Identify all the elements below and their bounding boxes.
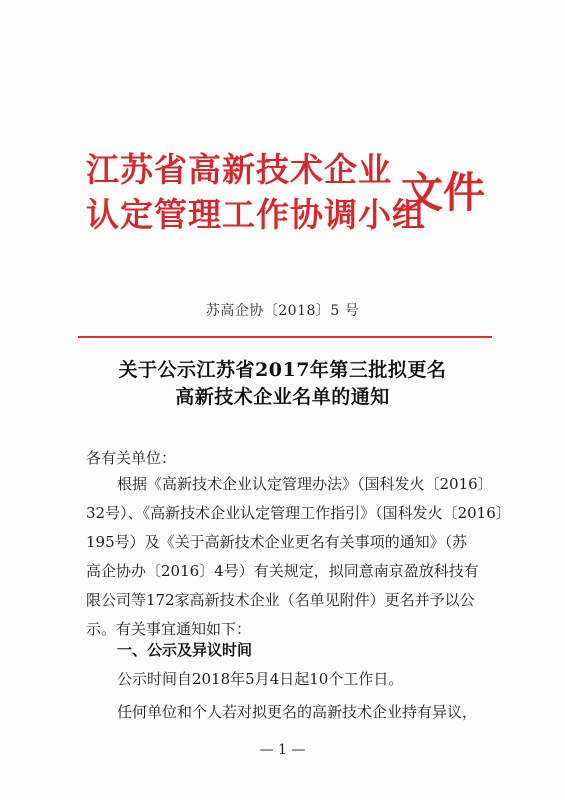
issuer-header	[86, 150, 506, 240]
paragraph-1	[86, 470, 511, 644]
notice-title-line2: 高新技术企业名单的通知	[175, 386, 390, 408]
paragraph-1-line: 32号）、《高新技术企业认定管理工作指引》（国科发火〔2016〕	[86, 504, 511, 522]
document-number: 苏高企协〔2018〕5 号	[205, 303, 360, 319]
issuer-name-line2: 认定管理工作协调小组	[86, 195, 426, 234]
notice-title-line1: 关于公示江苏省2017年第三批拟更名	[118, 359, 447, 381]
paragraph-1-line: 示。有关事宜通知如下：	[86, 620, 252, 638]
red-divider-line	[78, 336, 492, 338]
page-number: — 1 —	[259, 742, 306, 758]
paragraph-1-line: 高企协办〔2016〕4号）有关规定，拟同意南京盈放科技有	[86, 562, 479, 580]
section-1-line-1: 公示时间自2018年5月4日起10个工作日。	[117, 670, 404, 688]
paragraph-1-line: 限公司等172家高新技术企业（名单见附件）更名并予以公	[86, 591, 475, 609]
salutation: 各有关单位：	[86, 449, 177, 467]
section-1-heading: 一、公示及异议时间	[117, 641, 253, 659]
paragraph-1-line: 根据《高新技术企业认定管理办法》（国科发火〔2016〕	[117, 475, 493, 493]
paragraph-1-line: 195号）及《关于高新技术企业更名有关事项的通知》（苏	[86, 533, 468, 551]
issuer-name-line1: 江苏省高新技术企业	[86, 150, 392, 189]
section-1-line-2: 任何单位和个人若对拟更名的高新技术企业持有异议，	[117, 703, 478, 721]
document-type-label: 文件	[401, 168, 486, 217]
